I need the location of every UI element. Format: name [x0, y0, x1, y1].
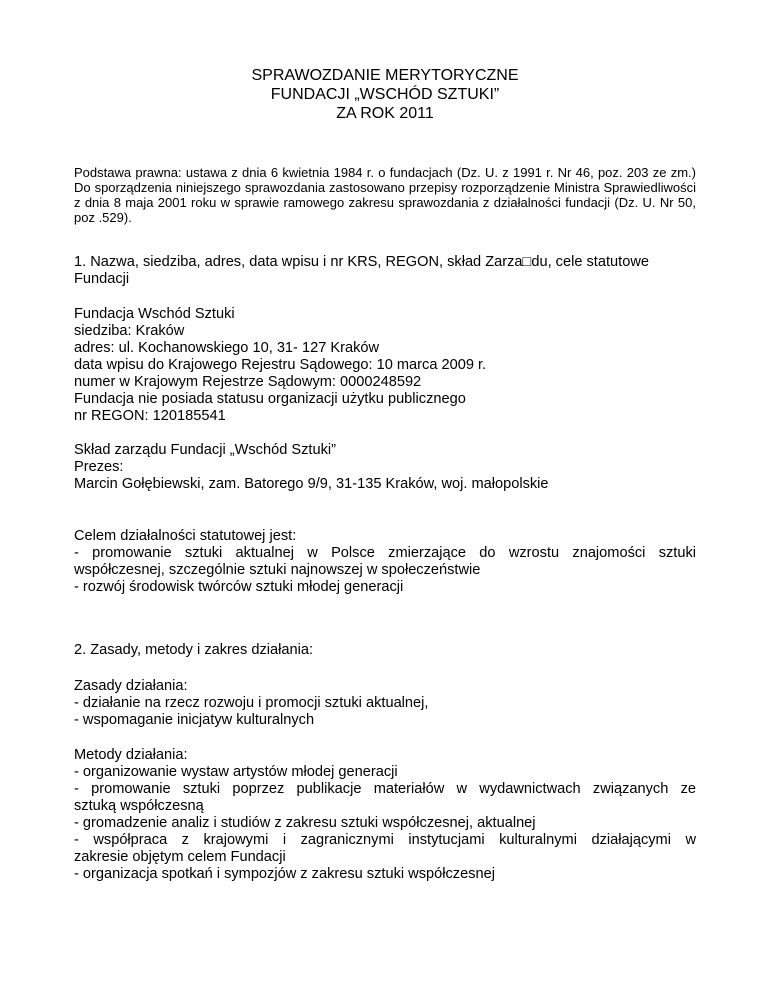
goal-item-2: - rozwój środowisk twórców sztuki młodej generacji	[74, 579, 404, 595]
board-composition	[74, 442, 696, 493]
principle-item-1: - działanie na rzecz rozwoju i promocji sztuki aktualnej,	[74, 695, 429, 711]
krs-number: numer w Krajowym Rejestrze Sądowym: 0000248592	[74, 374, 422, 390]
method-item-5: - organizacja spotkań i sympozjów z zakresu sztuki współczesnej	[74, 866, 495, 882]
goals-intro: Celem działalności statutowej jest:	[74, 528, 297, 544]
legal-basis-paragraph	[74, 165, 696, 225]
board-role: Prezes:	[74, 459, 124, 475]
method-item-2-line-2: sztuką współczesną	[74, 798, 204, 814]
section-2-heading-text: 2. Zasady, metody i zakres działania:	[74, 642, 314, 658]
method-item-4-line-2: zakresie objętym celem Fundacji	[74, 849, 286, 865]
regon-number: nr REGON: 120185541	[74, 408, 226, 424]
legal-basis-text: Podstawa prawna: ustawa z dnia 6 kwietnia 1984 r. o fundacjach (Dz. U. z 1991 r. Nr 46, poz. 203 ze zm.) Do sporządzenia niniejszego sprawozdania zastosowano przepisy rozporządzenie Ministra Sprawiedliwości z dnia 8 maja 2001 roku w sprawie ramowego zakresu sprawozdania z działalności fundacji (Dz. U. Nr 50, poz .529).	[74, 165, 696, 225]
goal-item-1-line-2: współczesnej, szczególnie sztuki najnowszej w społeczeństwie	[74, 562, 481, 578]
document-title	[74, 66, 696, 123]
principle-item-2: - wspomaganie inicjatyw kulturalnych	[74, 712, 315, 728]
method-item-4-line-1: - współpraca z krajowymi i zagranicznymi instytucjami kulturalnymi działającymi w	[74, 832, 696, 848]
method-item-3: - gromadzenie analiz i studiów z zakresu sztuki współczesnej, aktualnej	[74, 815, 536, 831]
section-1-heading-line-2: Fundacji	[74, 271, 130, 287]
foundation-seat: siedziba: Kraków	[74, 323, 185, 339]
goal-item-1-line-1: - promowanie sztuki aktualnej w Polsce zmierzające do wzrostu znajomości sztuki	[74, 545, 696, 561]
foundation-address: adres: ul. Kochanowskiego 10, 31- 127 Kraków	[74, 340, 380, 356]
foundation-info	[74, 306, 696, 425]
title-line-2: FUNDACJI „WSCHÓD SZTUKI”	[270, 86, 500, 103]
board-member: Marcin Gołębiewski, zam. Batorego 9/9, 31-135 Kraków, woj. małopolskie	[74, 476, 549, 492]
statutory-goals	[74, 528, 696, 596]
method-item-1: - organizowanie wystaw artystów młodej generacji	[74, 764, 398, 780]
method-item-2-line-1: - promowanie sztuki poprzez publikacje materiałów w wydawnictwach związanych ze	[74, 781, 696, 797]
section-2-heading	[74, 642, 696, 659]
methods-intro: Metody działania:	[74, 747, 188, 763]
foundation-name: Fundacja Wschód Sztuki	[74, 306, 235, 322]
principles-of-operation	[74, 678, 696, 729]
methods-of-operation	[74, 747, 696, 883]
krs-registration-date: data wpisu do Krajowego Rejestru Sądowego: 10 marca 2009 r.	[74, 357, 487, 373]
title-line-1: SPRAWOZDANIE MERYTORYCZNE	[251, 67, 519, 84]
principles-intro: Zasady działania:	[74, 678, 188, 694]
title-line-3: ZA ROK 2011	[336, 105, 434, 122]
section-1-heading-line-1: 1. Nazwa, siedziba, adres, data wpisu i nr KRS, REGON, skład Zarza□du, cele statutowe	[74, 254, 649, 270]
board-heading: Skład zarządu Fundacji „Wschód Sztuki”	[74, 442, 336, 458]
public-benefit-status: Fundacja nie posiada statusu organizacji użytku publicznego	[74, 391, 466, 407]
section-1-heading	[74, 254, 696, 288]
